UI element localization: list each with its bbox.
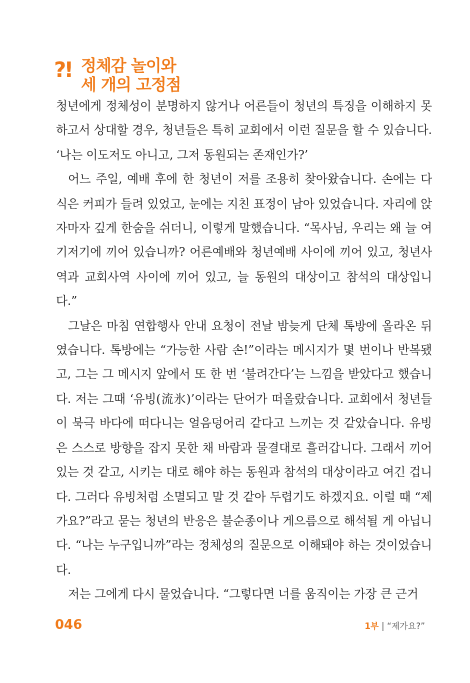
running-footer-section: “제가요?” xyxy=(387,622,425,632)
paragraph-4: 저는 그에게 다시 물었습니다. “그렇다면 너를 움직이는 가장 큰 근거 xyxy=(68,587,419,602)
section-title-line-1: 정체감 놀이와 xyxy=(81,56,176,75)
running-footer-separator: | xyxy=(381,622,385,632)
paragraph-3: 그날은 마침 연합행사 안내 요청이 전날 밤늦게 단체 톡방에 올라온 뒤였습니다. 톡방에는 “가능한 사람 손!”이라는 메시지가 몇 번이나 반복됐고, 그는 그 메시지 앞에서 또 한 번 ‘불려간다’는 느낌을 받았다고 했습니다. 저는 그때 ‘유빙(流氷)’이라는 단어가 떠올랐습니다. 교회에서 청년들이 북극 바다에 떠다니는 얼음덩어리 같다고 느끼는 것 같았습니다. 유빙은 스스로 방향을 잡지 못한 채 바람과 물결대로 흘러갑니다. 그래서 끼어 있는 것 같고, 시키는 대로 해야 하는 동원과 참석의 대상이라고 여긴 겁니다. 그러다 유빙처럼 소멸되고 말 것 같아 두렵기도 하겠지요. 이럴 때 “제가요?”라고 묻는 청년의 반응은 불순종이나 게으름으로 해석될 게 아닙니다. “나는 누구입니까”라는 정체성의 질문으로 이해돼야 하는 것이었습니다. xyxy=(56,318,432,577)
section-title xyxy=(81,56,281,94)
running-footer-part: 1부 xyxy=(364,622,379,632)
section-title-line-2: 세 개의 고정점 xyxy=(81,75,181,94)
page-number: 046 xyxy=(55,618,83,633)
running-footer xyxy=(365,620,425,632)
body-text xyxy=(56,94,432,607)
paragraph-2: 어느 주일, 예배 후에 한 청년이 저를 조용히 찾아왔습니다. 손에는 다 식은 커피가 들려 있었고, 눈에는 지친 표정이 남아 있었습니다. 자리에 앉자마자 깊게 한숨을 쉬더니, 이렇게 말했습니다. “목사님, 우리는 왜 늘 여기저기에 끼어 있습니까? 어른예배와 청년예배 사이에 끼어 있고, 청년사역과 교회사역 사이에 끼어 있고, 늘 동원의 대상이고 참석의 대상입니다.” xyxy=(56,172,432,309)
question-exclamation-icon: ?! xyxy=(54,58,72,82)
paragraph-1: 청년에게 정체성이 분명하지 않거나 어른들이 청년의 특징을 이해하지 못하고서 상대할 경우, 청년들은 특히 교회에서 이런 질문을 할 수 있습니다. ‘나는 이도저도 아니고, 그저 동원되는 존재인가?’ xyxy=(56,99,432,162)
